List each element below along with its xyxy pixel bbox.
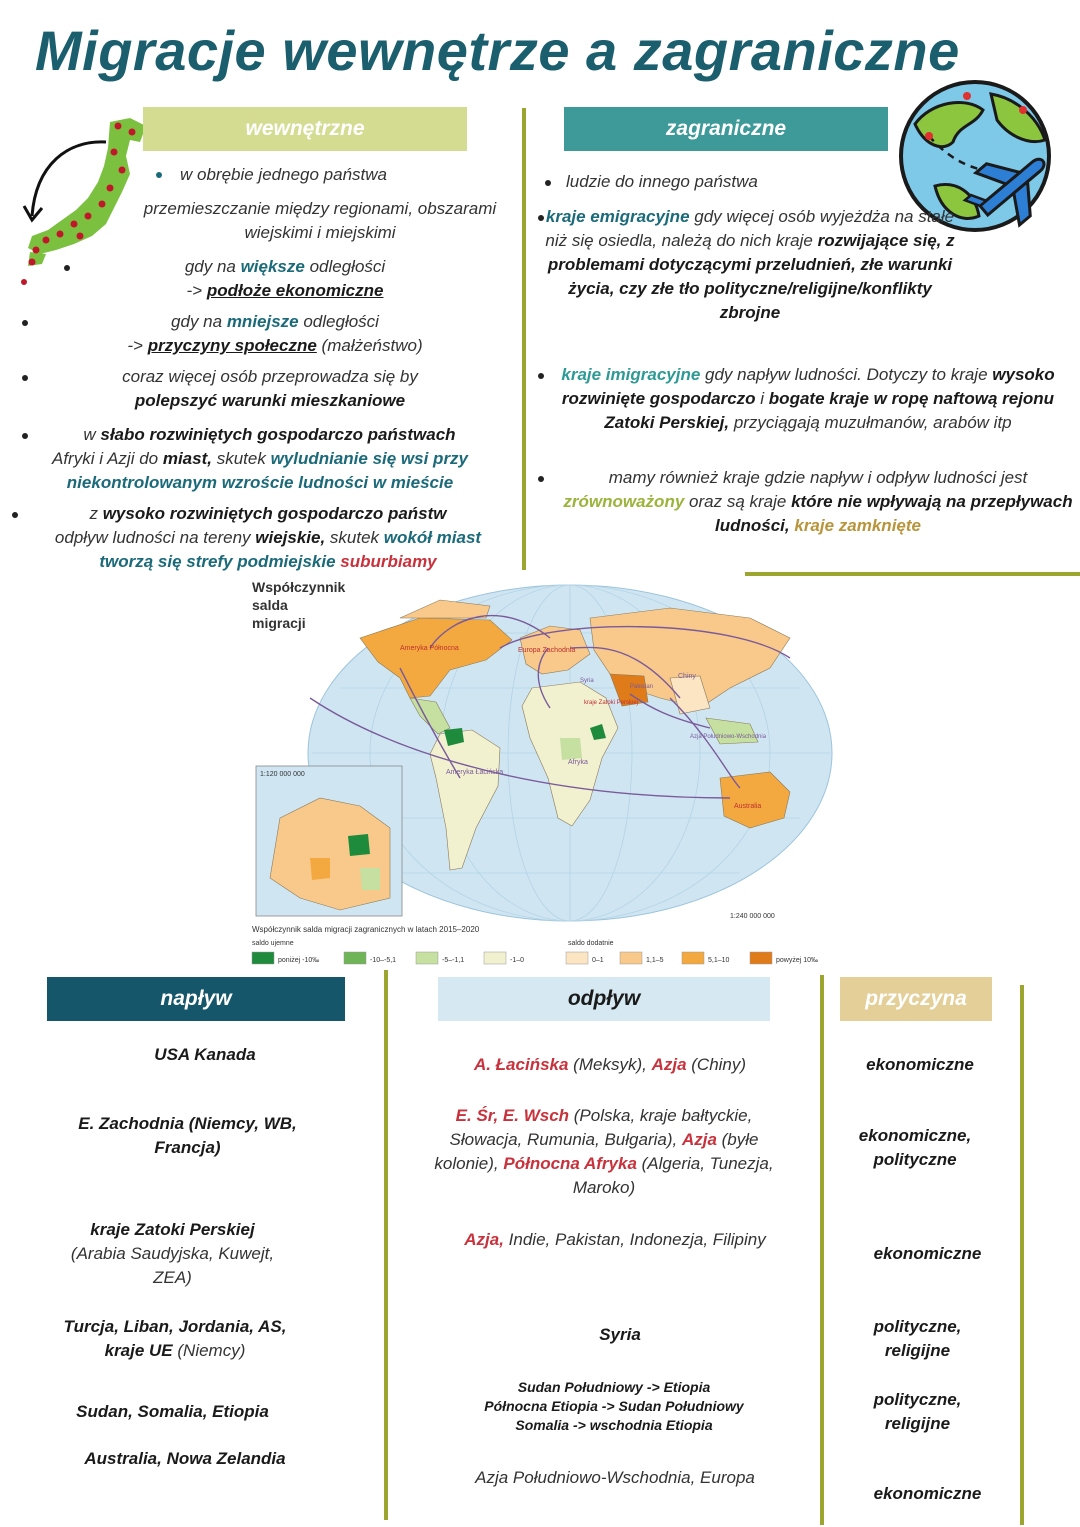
legend-swatch [750,952,772,964]
map-caption: Współczynnik salda migracji zagranicznych w latach 2015–2020 [252,925,480,934]
outflow-cell-6: Azja Południowo-Wschodnia, Europa [475,1468,755,1487]
legend-label: 5,1–10 [708,957,730,964]
legend-label: 1,1–5 [646,957,664,964]
legend-neg-label: saldo ujemne [252,940,294,947]
inflow-cell-1: USA Kanada [154,1045,256,1064]
legend-pos-label: saldo dodatnie [568,940,614,947]
bullet-dot [22,375,28,381]
international-bullet-2: kraje emigracyjne gdy więcej osób wyjeżdża na stałe niż się osiedla, należą do nich kraje rozwijające się, z problemami dotyczącymi przeludnień, złe warunki życia, czy złe tło polityczne/religijne/konflikty zbrojne [545,207,955,322]
outflow-cell-5: Sudan Południowy -> Etiopia Północna Etiopia -> Sudan Południowy Somalia -> wschodnia Etiopia [484,1379,744,1433]
cause-cell-5: polityczne, religijne [873,1390,962,1433]
legend-label: -5–-1,1 [442,957,465,964]
international-header: zagraniczne [564,107,888,151]
outflow-cell-4: Syria [599,1325,641,1344]
internal-bullet-1: w obrębie jednego państwa [180,165,387,184]
map-title-2: salda [252,597,288,613]
page-title: Migracje wewnętrze a zagraniczne [35,19,960,82]
bullet-dot [156,172,162,178]
outflow-cell-3: Azja, Indie, Pakistan, Indonezja, Filipiny [464,1230,766,1249]
inflow-cell-5: Sudan, Somalia, Etiopia [76,1402,269,1421]
table-divider-2 [820,975,824,1525]
international-bullet-4: mamy również kraje gdzie napływ i odpływ ludności jest zrównoważony oraz są kraje które nie wpływają na przepływach ludności, kraje zamknięte [563,468,1073,535]
table-header-inflow: napływ [47,977,345,1021]
internal-bullet-3: gdy na większe odległości -> podłoże ekonomiczne [184,257,386,300]
map-label-asia: Chiny [678,673,696,680]
map-label-na: Ameryka Północna [400,645,459,652]
internal-bullet-7: z wysoko rozwiniętych gospodarczo państw odpływ ludności na tereny wiejskie, skutek wokół miast tworzą się strefy podmiejskie suburbiamy [54,504,482,571]
map-label-gulf: kraje Zatoki Perskiej [584,700,639,706]
bullet-dot [22,320,28,326]
table-header-cause: przyczyna [840,977,992,1021]
legend-swatch [344,952,366,964]
table-header-outflow: odpływ [438,977,770,1021]
outflow-cell-1: A. Łacińska (Meksyk), Azja (Chiny) [473,1055,747,1074]
international-bullet-1: ludzie do innego państwa [566,172,758,191]
legend-label: -1–0 [510,957,525,964]
bullet-dot [538,373,544,379]
bullet-dot [64,265,70,271]
inflow-cell-6: Australia, Nowa Zelandia [84,1449,286,1468]
map-label-eu: Europa Zachodnia [518,647,576,654]
map-label-pak: Pakistan [630,684,654,690]
map-label-sa: Ameryka Łacińska [446,769,504,776]
map-label-af: Afryka [568,759,588,766]
internal-bullet-2: przemieszczanie między regionami, obszarami wiejskimi i miejskimi [143,199,497,242]
map-label-sea: Azja Południowo-Wschodnia [690,734,767,740]
legend-swatch [682,952,704,964]
world-migration-map [250,578,840,970]
section-divider [745,572,1080,576]
map-label-au: Australia [734,803,762,810]
legend-swatch [566,952,588,964]
table-divider-3 [1020,985,1024,1525]
map-scale-main: 1:240 000 000 [730,913,775,920]
legend-swatch [620,952,642,964]
internal-header: wewnętrzne [143,107,467,151]
outflow-cell-2: E. Śr, E. Wsch (Polska, kraje bałtyckie, Słowacja, Rumunia, Bułgaria), Azja (byłe kolonie), Północna Afryka (Algeria, Tunezja, Maroko) [434,1106,774,1197]
international-bullet-3: kraje imigracyjne gdy napływ ludności. Dotyczy to kraje wysoko rozwinięte gospodarczo i bogate kraje w ropę naftową rejonu Zatoki Perskiej, przyciągają muzułmanów, arabów itp [561,365,1055,432]
inflow-cell-3: kraje Zatoki Perskiej (Arabia Saudyjska, Kuwejt, ZEA) [70,1220,275,1287]
map-label-syria: Syria [580,678,594,684]
cause-cell-4: polityczne, religijne [873,1317,962,1360]
column-divider [522,108,526,570]
cause-cell-6: ekonomiczne [873,1484,982,1503]
internal-bullet-6: w słabo rozwiniętych gospodarczo państwach Afryki i Azji do miast, skutek wyludnianie się wsi przy niekontrolowanym wzroście ludności w mieście [51,425,469,492]
bullet-dot [545,180,551,186]
legend-label: 0–1 [592,957,604,964]
table-divider-1 [384,970,388,1520]
inflow-cell-4: Turcja, Liban, Jordania, AS, kraje UE (Niemcy) [63,1317,287,1360]
cause-cell-3: ekonomiczne [873,1244,982,1263]
internal-bullet-5: coraz więcej osób przeprowadza się by polepszyć warunki mieszkaniowe [122,367,418,410]
map-title-3: migracji [252,615,306,631]
legend-swatch [484,952,506,964]
legend-swatch [252,952,274,964]
legend-label: poniżej -10‰ [278,957,320,964]
bullet-dot [538,476,544,482]
map-title-1: Współczynnik [252,579,346,595]
legend-swatch [416,952,438,964]
inflow-cell-2: E. Zachodnia (Niemcy, WB, Francja) [78,1114,297,1157]
legend-label: powyżej 10‰ [776,957,819,964]
cause-cell-1: ekonomiczne [866,1055,974,1074]
legend-label: -10–-5,1 [370,957,397,964]
cause-cell-2: ekonomiczne, polityczne [858,1126,972,1169]
bullet-dot [12,512,18,518]
internal-bullet-4: gdy na mniejsze odległości -> przyczyny społeczne (małżeństwo) [127,312,423,355]
map-scale-inset: 1:120 000 000 [260,771,305,778]
